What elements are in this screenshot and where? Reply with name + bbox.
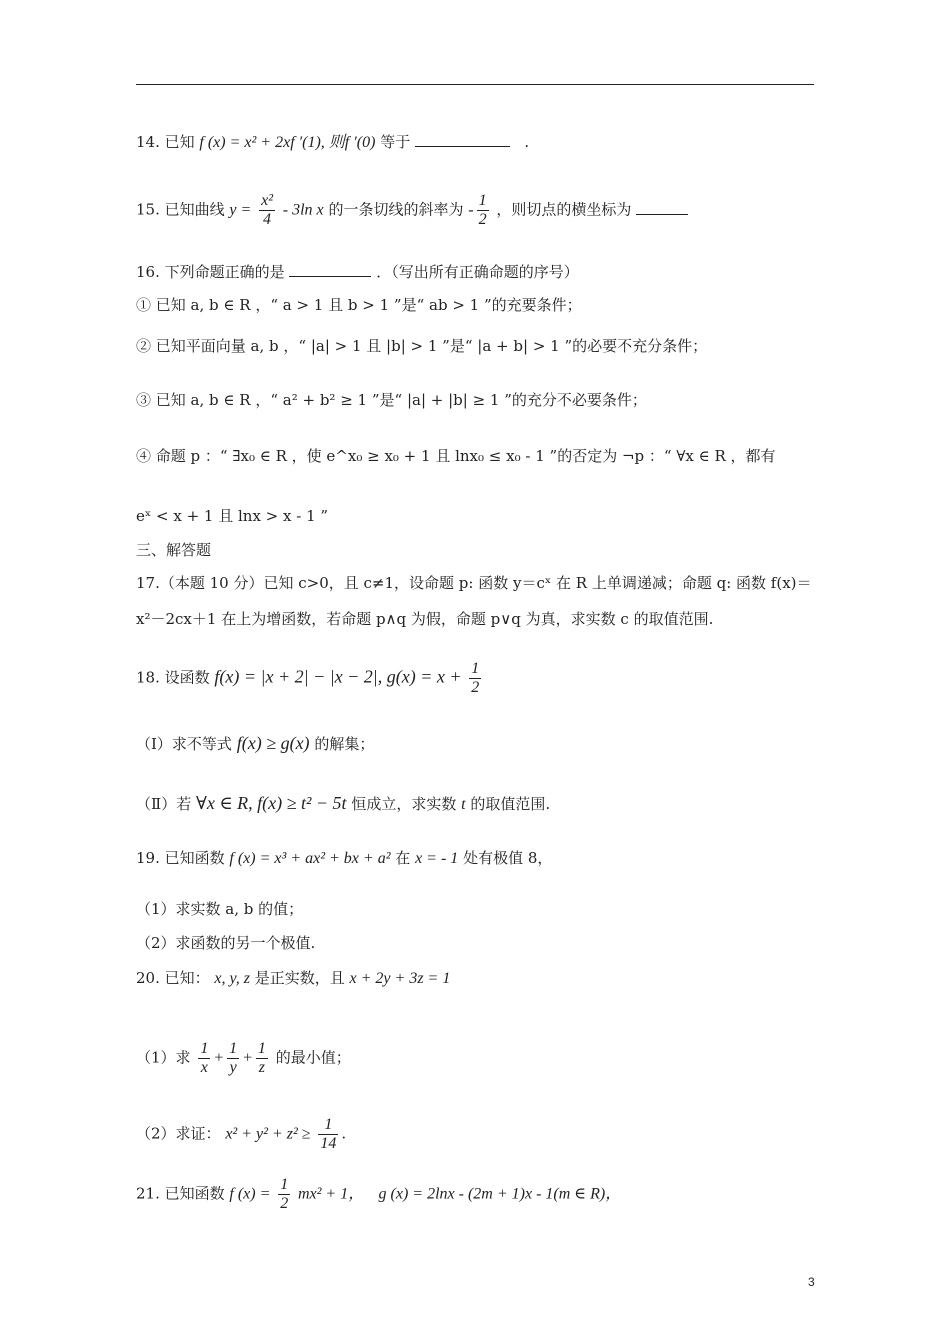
q15-text2: ，则切点的横坐标为: [496, 200, 632, 219]
page-number: 3: [808, 1275, 815, 1289]
question-16-head: [136, 262, 579, 282]
q14-end: .: [524, 133, 530, 151]
q18-p2-formula: ∀x ∈ R, f(x) ≥ t² − 5t: [195, 793, 347, 813]
header-rule: [136, 84, 814, 85]
q14-prefix: 14. 已知: [136, 133, 195, 151]
q19-mid: 在: [395, 849, 411, 867]
q20-s2-formula: x² + y² + z² ≥: [225, 1125, 311, 1143]
q15-negative-sign: -: [468, 201, 474, 219]
q16-item-4-cont: eˣ < x + 1 且 lnx > x - 1 ”: [136, 507, 329, 525]
q20-frac-x: $\frac{1}{x}$: [200, 1040, 209, 1076]
q20-plus-2: +: [242, 1049, 253, 1067]
q20-frac-z: $\frac{1}{z}$: [257, 1040, 266, 1076]
q14-formula: f (x) = x² + 2xf ′(1), 则f ′(0): [199, 134, 376, 151]
q20-s1-text: （1）求: [136, 1048, 191, 1067]
q15-fraction: $\frac{\text{x²}}{4}$: [261, 192, 273, 228]
q19-sub-1: （1）求实数 a, b 的值；: [136, 900, 304, 918]
question-21: [136, 1176, 621, 1213]
q15-log-term: - 3ln x: [282, 201, 324, 219]
q15-slope-fraction: $\frac{1}{2}$: [478, 192, 487, 228]
section-heading: 三、解答题: [136, 541, 212, 559]
q20-condition: x + 2y + 3z = 1: [349, 970, 451, 987]
q17-line-2: x²－2cx＋1 在上为增函数，若命题 p∧q 为假，命题 p∨q 为真，求实数 c 的取值范围.: [136, 610, 714, 628]
q19-sub-2: （2）求函数的另一个极值.: [136, 934, 316, 952]
q16-head-tail: ．（写出所有正确命题的序号）: [376, 263, 579, 281]
q16-item-1: ① 已知 a, b ∈ R ，“ a > 1 且 b > 1 ”是“ ab > 1 ”的充要条件；: [136, 296, 582, 314]
q20-s2-end: .: [341, 1124, 347, 1143]
q20-sub-1: [136, 1040, 351, 1077]
q18-p2-var: t: [461, 796, 466, 813]
q15-text1: 的一条切线的斜率为: [328, 200, 464, 219]
q18-p2-end: 的取值范围.: [470, 795, 551, 813]
q20-s1-end: 的最小值；: [275, 1048, 351, 1067]
q16-item-3: ③ 已知 a, b ∈ R ，“ a² + b² ≥ 1 ”是“ |a| + |b| ≥ 1 ”的充分不必要条件；: [136, 391, 647, 409]
q15-prefix: 15. 已知曲线: [136, 200, 225, 219]
q21-fraction: $\frac{1}{2}$: [280, 1176, 289, 1212]
q16-answer-blank: [289, 276, 371, 277]
question-20: [136, 968, 450, 989]
q20-sub-2: [136, 1116, 346, 1153]
q21-f-rest: mx² + 1，: [297, 1185, 365, 1203]
q20-s2-text: （2）求证：: [136, 1124, 221, 1143]
q21-g-formula: g (x) = 2lnx - (2m + 1)x - 1(m ∈ R)，: [378, 1185, 622, 1203]
q18-part-1: [136, 733, 374, 754]
question-19: [136, 848, 552, 869]
q18-fraction: $\frac{1}{2}$: [471, 660, 480, 696]
question-15: [136, 192, 688, 229]
q20-plus-1: +: [213, 1049, 225, 1067]
q20-prefix: 20. 已知：: [136, 969, 210, 987]
q18-prefix: 18. 设函数: [136, 668, 210, 687]
q19-formula: f (x) = x³ + ax² + bx + a²: [229, 850, 391, 867]
q18-p1-formula: f(x) ≥ g(x): [236, 733, 310, 753]
q19-prefix: 19. 已知函数: [136, 849, 225, 867]
q21-prefix: 21. 已知函数: [136, 1184, 225, 1203]
q18-part-2: [136, 793, 550, 815]
q15-answer-blank: [636, 214, 688, 215]
question-14: [136, 132, 529, 153]
q18-p1-text: （Ⅰ）求不等式: [136, 735, 232, 753]
q14-suffix: 等于: [380, 133, 411, 151]
q20-s2-fraction: $\frac{1}{14}$: [320, 1116, 337, 1152]
q16-item-2: ② 已知平面向量 a, b ，“ |a| > 1 且 |b| > 1 ”是“ |a + b| > 1 ”的必要不充分条件；: [136, 337, 708, 355]
q17-line-1: 17.（本题 10 分）已知 c>0，且 c≠1，设命题 p: 函数 y＝cˣ 在 R 上单调递减；命题 q: 函数 f(x)＝: [136, 574, 812, 592]
q14-answer-blank: [415, 146, 510, 147]
q19-condition: x = - 1: [415, 850, 459, 867]
q16-head: 16. 下列命题正确的是: [136, 263, 285, 281]
q18-p2-mid: 恒成立，求实数: [351, 795, 457, 813]
q20-mid: 是正实数，且: [254, 969, 345, 987]
q21-f-lhs: f (x) =: [229, 1185, 271, 1203]
q16-item-4: ④ 命题 p ：“ ∃x₀ ∈ R ，使 e^x₀ ≥ x₀ + 1 且 lnx₀ ≤ x₀ - 1 ”的否定为 ¬p ：“ ∀x ∈ R ，都有: [136, 447, 776, 465]
q18-p1-end: 的解集；: [314, 735, 375, 753]
q20-vars: x, y, z: [214, 970, 250, 987]
q20-frac-y: $\frac{1}{y}$: [229, 1040, 238, 1076]
q19-suffix: 处有极值 8，: [463, 849, 553, 867]
q18-formula: f(x) = |x + 2| − |x − 2|, g(x) = x +: [214, 666, 462, 687]
q18-p2-text: （Ⅱ）若: [136, 795, 192, 813]
question-18: [136, 660, 484, 697]
q15-lhs: y =: [229, 201, 252, 219]
